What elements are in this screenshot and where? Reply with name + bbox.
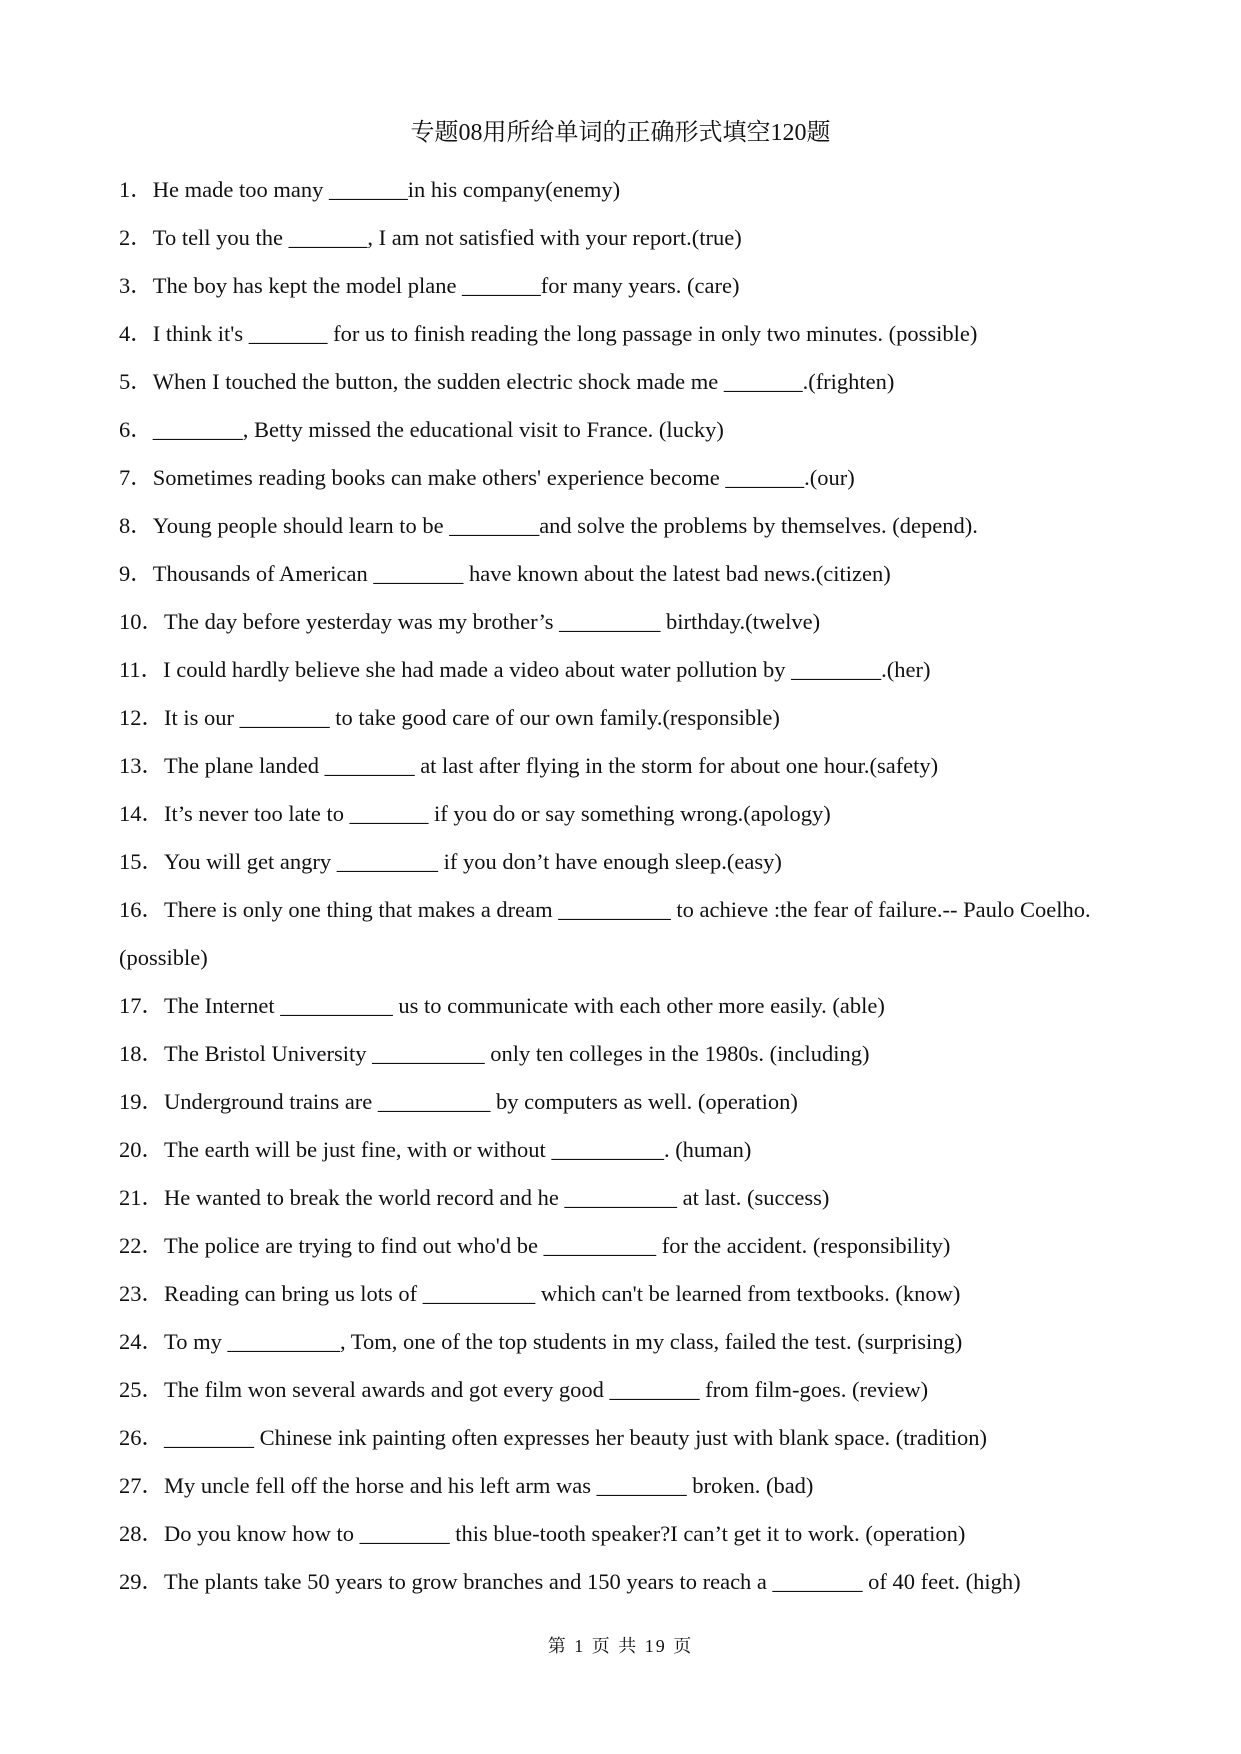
question-item (119, 502, 1139, 550)
question-number: 7． (119, 465, 153, 490)
question-number: 8． (119, 513, 153, 538)
question-text: Underground trains are __________ by computers as well. (operation) (164, 1089, 798, 1114)
question-number: 12． (119, 705, 165, 730)
question-text: The earth will be just fine, with or without __________. (human) (164, 1137, 752, 1162)
question-item (119, 262, 1139, 310)
question-number: 18． (119, 1041, 165, 1066)
question-number: 9． (119, 561, 153, 586)
question-item (119, 1414, 1139, 1462)
question-item (119, 1366, 1139, 1414)
question-item (119, 886, 1139, 982)
question-text: Sometimes reading books can make others' experience become _______.(our) (152, 465, 855, 490)
question-number: 27． (119, 1473, 165, 1498)
question-item (119, 1174, 1139, 1222)
question-item (119, 694, 1139, 742)
question-text: It is our ________ to take good care of our own family.(responsible) (164, 705, 780, 730)
question-text: The day before yesterday was my brother’s _________ birthday.(twelve) (164, 609, 821, 634)
question-text: The plane landed ________ at last after flying in the storm for about one hour.(safety) (164, 753, 939, 778)
question-number: 10． (119, 609, 165, 634)
question-number: 2． (119, 225, 153, 250)
question-number: 19． (119, 1089, 165, 1114)
question-item (119, 598, 1139, 646)
question-item (119, 1222, 1139, 1270)
question-number: 29． (119, 1569, 165, 1594)
question-text: ________, Betty missed the educational visit to France. (lucky) (152, 417, 724, 442)
question-text: The Internet __________ us to communicate with each other more easily. (able) (164, 993, 885, 1018)
question-text: To tell you the _______, I am not satisfied with your report.(true) (152, 225, 742, 250)
question-number: 26． (119, 1425, 165, 1450)
question-text: I could hardly believe she had made a video about water pollution by ________.(her) (163, 657, 931, 682)
question-number: 3． (119, 273, 153, 298)
question-number: 1． (119, 177, 153, 202)
question-text: ________ Chinese ink painting often expresses her beauty just with blank space. (tradition) (164, 1425, 987, 1450)
question-text: He made too many _______in his company(enemy) (152, 177, 621, 202)
question-text: You will get angry _________ if you don’t have enough sleep.(easy) (164, 849, 782, 874)
question-number: 6． (119, 417, 153, 442)
question-item (119, 646, 1139, 694)
question-text: He wanted to break the world record and he __________ at last. (success) (164, 1185, 830, 1210)
question-number: 14． (119, 801, 165, 826)
question-item (119, 1510, 1139, 1558)
question-text: When I touched the button, the sudden electric shock made me _______.(frighten) (152, 369, 895, 394)
question-text: It’s never too late to _______ if you do or say something wrong.(apology) (164, 801, 831, 826)
question-item (119, 1030, 1139, 1078)
question-text: Reading can bring us lots of __________ which can't be learned from textbooks. (know) (164, 1281, 961, 1306)
question-item (119, 1078, 1139, 1126)
question-number: 21． (119, 1185, 165, 1210)
question-text: The film won several awards and got every good ________ from film-goes. (review) (164, 1377, 929, 1402)
question-text: The boy has kept the model plane _______for many years. (care) (152, 273, 740, 298)
question-item (119, 838, 1139, 886)
question-list (119, 166, 1139, 1606)
question-text: The police are trying to find out who'd be __________ for the accident. (responsibility) (164, 1233, 951, 1258)
question-item (119, 406, 1139, 454)
question-item (119, 214, 1139, 262)
question-text: Do you know how to ________ this blue-tooth speaker?I can’t get it to work. (operation) (164, 1521, 966, 1546)
question-text: To my __________, Tom, one of the top students in my class, failed the test. (surprising) (164, 1329, 963, 1354)
question-text: There is only one thing that makes a dream __________ to achieve :the fear of failure.-- Paulo Coelho.(possible) (119, 897, 1091, 970)
question-text: I think it's _______ for us to finish reading the long passage in only two minutes. (possible) (152, 321, 978, 346)
question-item (119, 1126, 1139, 1174)
question-number: 13． (119, 753, 165, 778)
question-number: 28． (119, 1521, 165, 1546)
question-item (119, 358, 1139, 406)
question-number: 22． (119, 1233, 165, 1258)
question-number: 11． (119, 657, 164, 682)
question-text: The plants take 50 years to grow branches and 150 years to reach a ________ of 40 feet. (high) (164, 1569, 1021, 1594)
question-item (119, 982, 1139, 1030)
question-item (119, 454, 1139, 502)
question-number: 5． (119, 369, 153, 394)
question-number: 15． (119, 849, 165, 874)
question-number: 20． (119, 1137, 165, 1162)
question-item (119, 166, 1139, 214)
question-text: My uncle fell off the horse and his left arm was ________ broken. (bad) (164, 1473, 814, 1498)
question-number: 25． (119, 1377, 165, 1402)
question-item (119, 1270, 1139, 1318)
question-item (119, 550, 1139, 598)
question-number: 23． (119, 1281, 165, 1306)
question-item (119, 310, 1139, 358)
question-text: Young people should learn to be ________and solve the problems by themselves. (depend). (152, 513, 978, 538)
question-text: Thousands of American ________ have known about the latest bad news.(citizen) (152, 561, 891, 586)
page-footer: 第 1 页 共 19 页 (547, 1636, 694, 1656)
question-item (119, 790, 1139, 838)
question-item (119, 742, 1139, 790)
question-item (119, 1462, 1139, 1510)
question-item (119, 1558, 1139, 1606)
question-number: 24． (119, 1329, 165, 1354)
question-number: 16． (119, 897, 165, 922)
question-number: 17． (119, 993, 165, 1018)
question-number: 4． (119, 321, 153, 346)
question-text: The Bristol University __________ only ten colleges in the 1980s. (including) (164, 1041, 870, 1066)
page-title: 专题08用所给单词的正确形式填空120题 (410, 120, 831, 146)
question-item (119, 1318, 1139, 1366)
